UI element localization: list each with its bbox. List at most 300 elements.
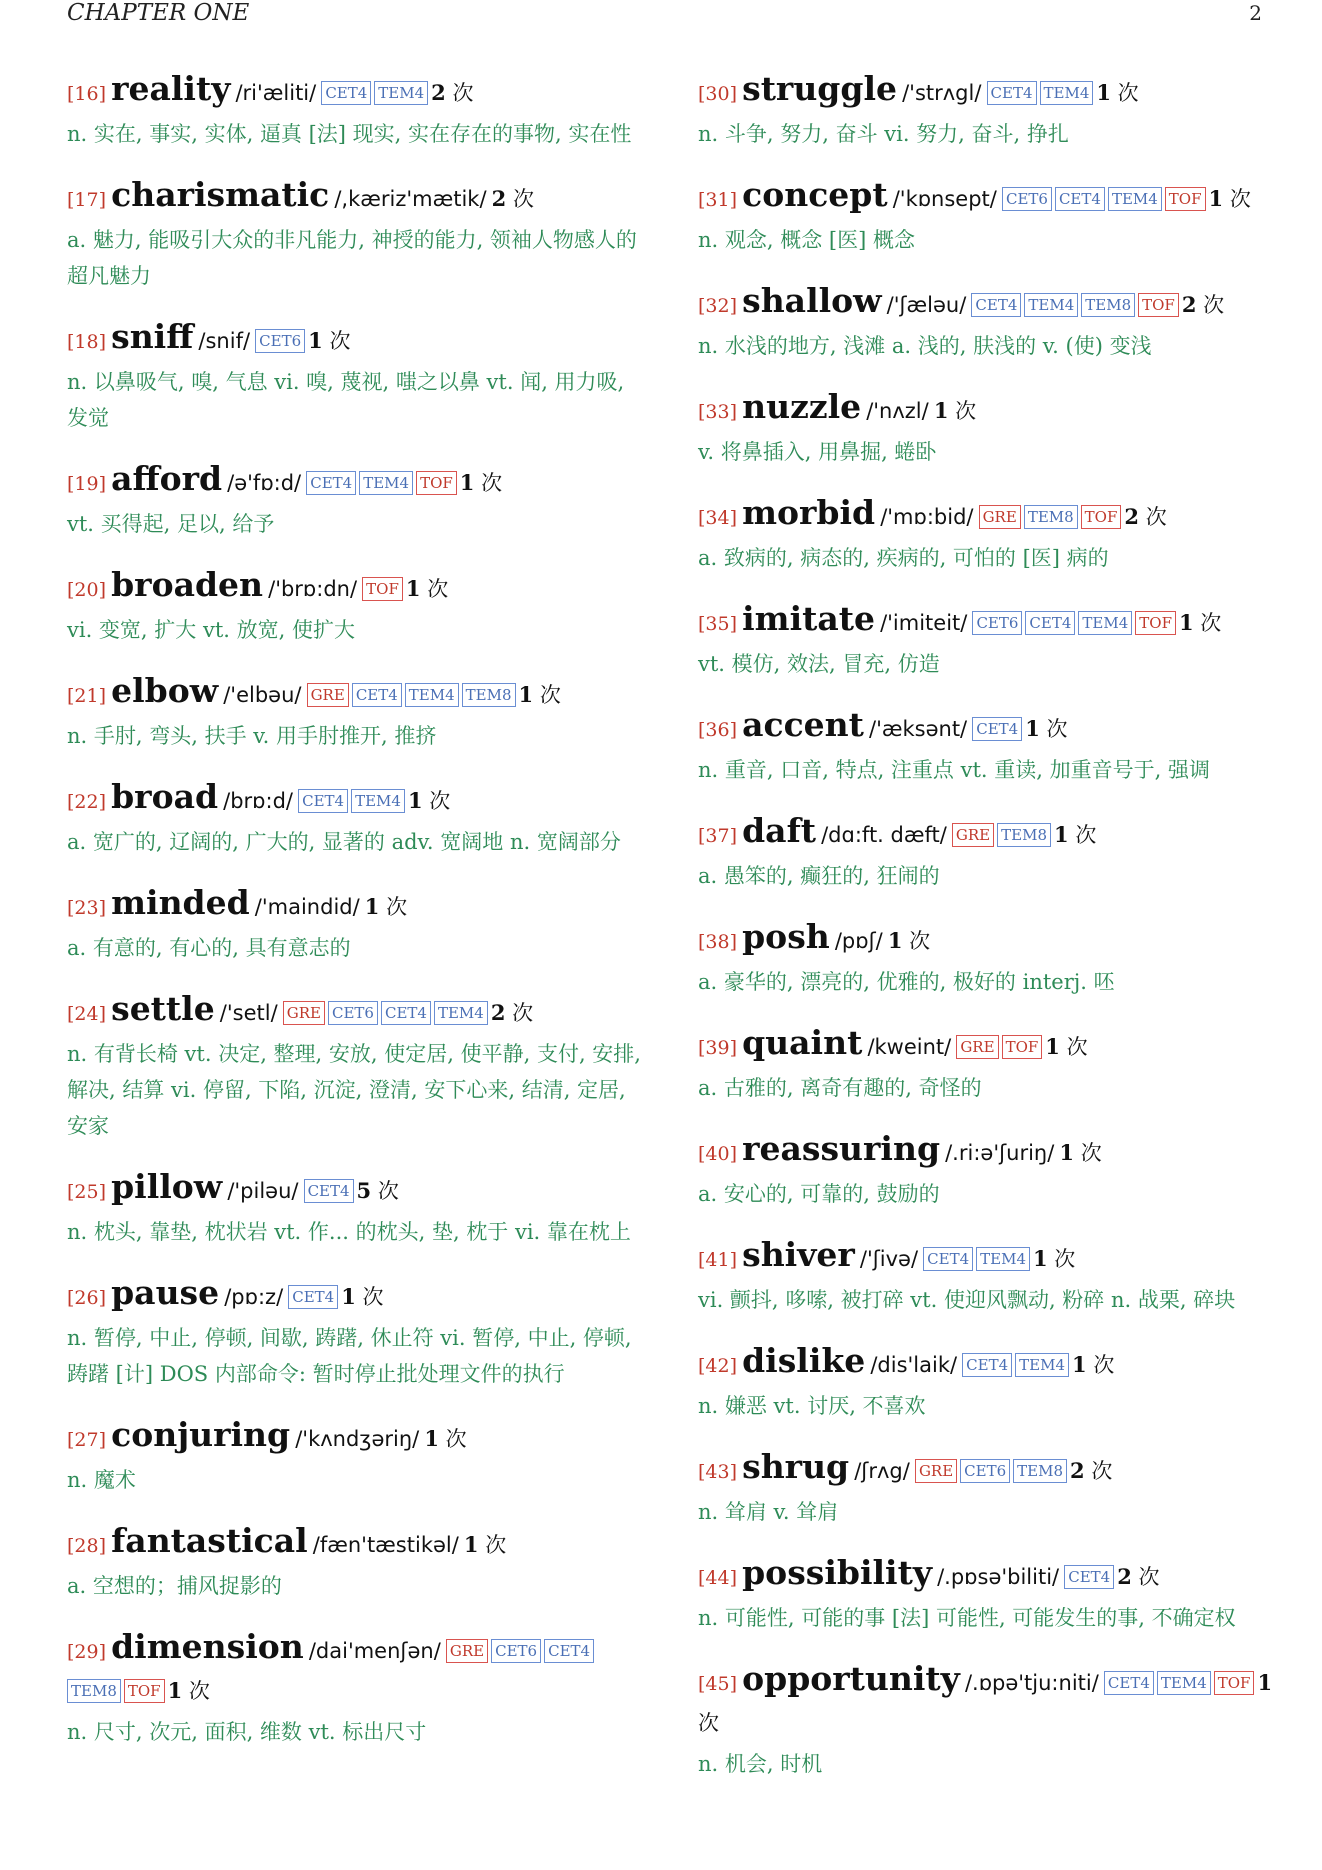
count-number: 1 — [405, 576, 421, 601]
phonetic: /ʃrʌg/ — [854, 1459, 910, 1483]
entry-index: [19] — [67, 473, 107, 495]
frequency-count — [365, 895, 407, 919]
vocab-entry — [67, 672, 647, 754]
definition: a. 宽广的, 辽阔的, 广大的, 显著的 adv. 宽阔地 n. 宽阔部分 — [67, 830, 621, 854]
phonetic: /dis'laik/ — [870, 1353, 958, 1377]
entry-index: [35] — [698, 613, 738, 635]
definition: n. 以鼻吸气, 嗅, 气息 vi. 嗅, 蔑视, 嗤之以鼻 vt. 闻, 用力吸, 发觉 — [67, 370, 625, 430]
frequency-count — [464, 1533, 506, 1557]
frequency-count — [491, 1001, 533, 1025]
phonetic: /fæn'tæstikəl/ — [312, 1533, 459, 1557]
definition: n. 有背长椅 vt. 决定, 整理, 安放, 使定居, 使平静, 支付, 安排, 解决, 结算 vi. 停留, 下陷, 沉淀, 澄清, 安下心来, 结清, 定居, 安家 — [67, 1042, 641, 1138]
count-unit: 次 — [1203, 293, 1225, 317]
exam-tag: TOF — [1138, 293, 1179, 317]
phonetic: /'brɒ:dn/ — [268, 577, 358, 601]
vocab-entry — [698, 600, 1278, 682]
entry-index: [16] — [67, 83, 107, 105]
vocab-entry — [67, 318, 647, 436]
entry-index: [38] — [698, 931, 738, 953]
entry-head — [698, 70, 1278, 114]
exam-tag: GRE — [446, 1639, 488, 1663]
entry-index: [32] — [698, 295, 738, 317]
definition: n. 可能性, 可能的事 [法] 可能性, 可能发生的事, 不确定权 — [698, 1606, 1236, 1630]
vocab-entry — [698, 812, 1278, 894]
page-number: 2 — [1249, 1, 1262, 25]
count-number: 1 — [364, 894, 380, 919]
phonetic: /dɑ:ft. dæft/ — [821, 823, 947, 847]
definition: vi. 颤抖, 哆嗦, 被打碎 vt. 使迎风飘动, 粉碎 n. 战栗, 碎块 — [698, 1288, 1236, 1312]
phonetic: /snif/ — [198, 329, 251, 353]
count-unit: 次 — [377, 1179, 399, 1203]
exam-tag: TEM4 — [976, 1247, 1030, 1271]
exam-tag: TEM4 — [1108, 187, 1162, 211]
headword: shallow — [742, 281, 882, 320]
definition: n. 重音, 口音, 特点, 注重点 vt. 重读, 加重音号于, 强调 — [698, 758, 1210, 782]
phonetic: /ə'fɒ:d/ — [227, 471, 302, 495]
frequency-count — [168, 1679, 210, 1703]
entry-head — [698, 176, 1278, 220]
vocab-entry — [698, 706, 1278, 788]
exam-tag: CET4 — [321, 81, 371, 105]
count-unit: 次 — [1054, 1247, 1076, 1271]
frequency-count — [460, 471, 502, 495]
frequency-count — [1124, 505, 1166, 529]
vocab-entry — [67, 70, 647, 152]
headword: broad — [111, 777, 219, 816]
phonetic: /pɒ:z/ — [224, 1285, 284, 1309]
exam-tag: CET4 — [962, 1353, 1012, 1377]
entry-head — [698, 1236, 1278, 1280]
entry-head — [698, 706, 1278, 750]
phonetic: /'mɒ:bid/ — [880, 505, 974, 529]
exam-tag: TOF — [124, 1679, 165, 1703]
count-unit: 次 — [452, 81, 474, 105]
vocab-entry — [67, 778, 647, 860]
count-unit: 次 — [1046, 717, 1068, 741]
count-number: 2 — [1124, 504, 1140, 529]
count-number: 1 — [1032, 1246, 1048, 1271]
frequency-count — [1179, 611, 1221, 635]
frequency-count — [492, 187, 534, 211]
exam-tag: TOF — [1214, 1671, 1255, 1695]
vocab-entry — [698, 176, 1278, 258]
exam-tag: CET4 — [1104, 1671, 1154, 1695]
exam-tag: TOF — [1081, 505, 1122, 529]
exam-tag: CET6 — [491, 1639, 541, 1663]
definition: vt. 买得起, 足以, 给予 — [67, 512, 275, 536]
vocab-entry — [67, 176, 647, 294]
definition: n. 嫌恶 vt. 讨厌, 不喜欢 — [698, 1394, 926, 1418]
count-number: 1 — [887, 928, 903, 953]
entry-head — [67, 566, 647, 610]
frequency-count — [1059, 1141, 1101, 1165]
exam-tag: TEM8 — [997, 823, 1051, 847]
exam-tag: TEM4 — [1015, 1353, 1069, 1377]
count-number: 1 — [407, 788, 423, 813]
exam-tag: TOF — [1002, 1035, 1043, 1059]
headword: settle — [111, 989, 215, 1028]
frequency-count — [341, 1285, 383, 1309]
exam-tag: TEM8 — [1024, 505, 1078, 529]
headword: quaint — [742, 1023, 863, 1062]
vocab-entry — [698, 1236, 1278, 1318]
count-number: 1 — [1025, 716, 1040, 741]
headword: posh — [742, 917, 830, 956]
entry-index: [30] — [698, 83, 738, 105]
count-number: 1 — [518, 682, 534, 707]
exam-tag: TEM4 — [351, 789, 405, 813]
entry-head — [698, 918, 1278, 962]
count-number: 2 — [1181, 292, 1197, 317]
exam-tag: CET4 — [306, 471, 356, 495]
exam-tag: CET4 — [972, 717, 1022, 741]
vocab-entry — [67, 1628, 647, 1750]
headword: elbow — [111, 671, 219, 710]
frequency-count — [1070, 1459, 1112, 1483]
left-column — [67, 70, 647, 1774]
exam-tag: CET6 — [328, 1001, 378, 1025]
definition: n. 枕头, 靠垫, 枕状岩 vt. 作... 的枕头, 垫, 枕于 vi. 靠在枕上 — [67, 1220, 631, 1244]
exam-tag: CET4 — [381, 1001, 431, 1025]
frequency-count — [934, 399, 976, 423]
phonetic: /'maindid/ — [254, 895, 360, 919]
vocab-entry — [698, 1660, 1278, 1782]
definition: n. 斗争, 努力, 奋斗 vi. 努力, 奋斗, 挣扎 — [698, 122, 1069, 146]
count-number: 1 — [167, 1678, 183, 1703]
entry-index: [26] — [67, 1287, 107, 1309]
vocab-entry — [67, 566, 647, 648]
entry-head — [67, 672, 647, 716]
count-unit: 次 — [481, 471, 503, 495]
entry-index: [42] — [698, 1355, 738, 1377]
frequency-count — [424, 1427, 466, 1451]
exam-tag: TEM8 — [1013, 1459, 1067, 1483]
exam-tag: GRE — [283, 1001, 325, 1025]
entry-index: [39] — [698, 1037, 738, 1059]
definition: vt. 模仿, 效法, 冒充, 仿造 — [698, 652, 940, 676]
headword: dimension — [111, 1627, 304, 1666]
exam-tag: TEM8 — [67, 1679, 121, 1703]
count-unit: 次 — [1200, 611, 1222, 635]
entry-index: [24] — [67, 1003, 107, 1025]
vocab-entry — [698, 1024, 1278, 1106]
definition: n. 观念, 概念 [医] 概念 — [698, 228, 915, 252]
count-number: 2 — [431, 80, 446, 105]
exam-tag: CET4 — [544, 1639, 594, 1663]
count-unit: 次 — [445, 1427, 467, 1451]
exam-tag: CET6 — [255, 329, 305, 353]
headword: broaden — [111, 565, 264, 604]
exam-tag: TEM4 — [1157, 1671, 1211, 1695]
exam-tag: TEM8 — [462, 683, 516, 707]
exam-tag: CET4 — [288, 1285, 338, 1309]
count-unit: 次 — [512, 1001, 534, 1025]
phonetic: /brɒ:d/ — [223, 789, 293, 813]
headword: minded — [111, 883, 250, 922]
entry-index: [31] — [698, 189, 738, 211]
vocab-entry — [698, 918, 1278, 1000]
definition: vi. 变宽, 扩大 vt. 放宽, 使扩大 — [67, 618, 355, 642]
phonetic: /.ɒpə'tju:niti/ — [964, 1671, 1099, 1695]
phonetic: /,kæriz'mætik/ — [334, 187, 487, 211]
definition: a. 致病的, 病态的, 疾病的, 可怕的 [医] 病的 — [698, 546, 1109, 570]
headword: shiver — [742, 1235, 855, 1274]
count-unit: 次 — [539, 683, 561, 707]
count-number: 1 — [1178, 610, 1194, 635]
exam-tag: TEM4 — [1078, 611, 1132, 635]
count-unit: 次 — [955, 399, 977, 423]
definition: a. 空想的；捕风捉影的 — [67, 1574, 282, 1598]
headword: fantastical — [111, 1521, 308, 1560]
phonetic: /.ri:ə'ʃuriŋ/ — [945, 1141, 1055, 1165]
count-number: 2 — [490, 1000, 506, 1025]
entry-head — [698, 1660, 1278, 1744]
definition: a. 有意的, 有心的, 具有意志的 — [67, 936, 351, 960]
headword: daft — [742, 811, 817, 850]
phonetic: /'kɒnsept/ — [892, 187, 997, 211]
exam-tag: TEM4 — [434, 1001, 488, 1025]
headword: imitate — [742, 599, 875, 638]
entry-head — [67, 778, 647, 822]
vocab-entry — [67, 1522, 647, 1604]
entry-index: [22] — [67, 791, 107, 813]
count-unit: 次 — [362, 1285, 384, 1309]
count-number: 1 — [463, 1532, 479, 1557]
exam-tag: CET4 — [923, 1247, 973, 1271]
count-number: 2 — [491, 186, 507, 211]
vocab-entry — [698, 1342, 1278, 1424]
exam-tag: CET4 — [987, 81, 1037, 105]
frequency-count — [1025, 717, 1067, 741]
count-unit: 次 — [1117, 81, 1139, 105]
vocab-entry — [67, 460, 647, 542]
vocab-entry — [67, 990, 647, 1144]
frequency-count — [1117, 1565, 1159, 1589]
entry-index: [36] — [698, 719, 738, 741]
count-number: 1 — [459, 470, 475, 495]
phonetic: /.pɒsə'biliti/ — [937, 1565, 1060, 1589]
entry-index: [34] — [698, 507, 738, 529]
phonetic: /dai'menʃən/ — [308, 1639, 441, 1663]
entry-head — [67, 1274, 647, 1318]
headword: reality — [111, 69, 231, 108]
vocab-entry — [67, 1416, 647, 1498]
exam-tag: CET4 — [352, 683, 402, 707]
exam-tag: TEM4 — [405, 683, 459, 707]
exam-tag: CET4 — [1025, 611, 1075, 635]
frequency-count — [408, 789, 450, 813]
headword: opportunity — [742, 1659, 960, 1698]
headword: concept — [742, 175, 888, 214]
count-number: 1 — [308, 328, 323, 353]
entry-index: [37] — [698, 825, 738, 847]
count-number: 1 — [1096, 80, 1111, 105]
exam-tag: TOF — [416, 471, 457, 495]
entry-index: [43] — [698, 1461, 738, 1483]
exam-tag: CET4 — [304, 1179, 354, 1203]
vocab-entry — [698, 282, 1278, 364]
count-number: 1 — [424, 1426, 439, 1451]
count-number: 1 — [1059, 1140, 1075, 1165]
count-number: 2 — [1117, 1564, 1132, 1589]
definition: a. 安心的, 可靠的, 鼓励的 — [698, 1182, 940, 1206]
definition: a. 愚笨的, 癫狂的, 狂闹的 — [698, 864, 940, 888]
entry-index: [18] — [67, 331, 107, 353]
definition: n. 实在, 事实, 实体, 逼真 [法] 现实, 实在存在的事物, 实在性 — [67, 122, 632, 146]
count-unit: 次 — [1138, 1565, 1160, 1589]
headword: pillow — [111, 1167, 223, 1206]
count-unit: 次 — [1091, 1459, 1113, 1483]
exam-tag: GRE — [979, 505, 1021, 529]
frequency-count — [1033, 1247, 1075, 1271]
exam-tag: TEM4 — [359, 471, 413, 495]
exam-tag: TOF — [1165, 187, 1206, 211]
count-number: 1 — [341, 1284, 356, 1309]
vocab-entry — [698, 1448, 1278, 1530]
count-unit: 次 — [698, 1711, 719, 1735]
entry-head — [67, 1168, 647, 1212]
exam-tag: CET4 — [1064, 1565, 1114, 1589]
headword: morbid — [742, 493, 876, 532]
count-unit: 次 — [1066, 1035, 1088, 1059]
count-unit: 次 — [1229, 187, 1251, 211]
entry-index: [28] — [67, 1535, 107, 1557]
frequency-count — [357, 1179, 399, 1203]
count-unit: 次 — [1145, 505, 1167, 529]
frequency-count — [1096, 81, 1138, 105]
exam-tag: TEM4 — [1040, 81, 1094, 105]
exam-tag: CET6 — [960, 1459, 1010, 1483]
count-unit: 次 — [329, 329, 351, 353]
headword: conjuring — [111, 1415, 291, 1454]
frequency-count — [308, 329, 350, 353]
exam-tag: TEM4 — [374, 81, 428, 105]
headword: reassuring — [742, 1129, 941, 1168]
entry-head — [67, 176, 647, 220]
headword: afford — [111, 459, 223, 498]
entry-head — [67, 1628, 647, 1712]
phonetic: /'ʃivə/ — [859, 1247, 919, 1271]
frequency-count — [888, 929, 930, 953]
phonetic: /ri'æliti/ — [235, 81, 317, 105]
entry-index: [21] — [67, 685, 107, 707]
entry-head — [698, 1342, 1278, 1386]
headword: possibility — [742, 1553, 932, 1592]
exam-tag: GRE — [307, 683, 349, 707]
vocab-entry — [698, 1554, 1278, 1636]
entry-head — [698, 1554, 1278, 1598]
frequency-count — [1209, 187, 1251, 211]
phonetic: /'nʌzl/ — [866, 399, 929, 423]
headword: shrug — [742, 1447, 850, 1486]
definition: n. 机会, 时机 — [698, 1752, 823, 1776]
exam-tag: TOF — [362, 577, 403, 601]
entry-index: [17] — [67, 189, 107, 211]
exam-tag: CET6 — [1002, 187, 1052, 211]
count-unit: 次 — [1093, 1353, 1115, 1377]
count-unit: 次 — [909, 929, 931, 953]
count-number: 1 — [1045, 1034, 1060, 1059]
entry-index: [29] — [67, 1641, 107, 1663]
right-column — [698, 70, 1278, 1806]
phonetic: /'kʌndʒəriŋ/ — [295, 1427, 420, 1451]
entry-head — [67, 990, 647, 1034]
phonetic: /pɒʃ/ — [834, 929, 883, 953]
exam-tag: TEM4 — [1024, 293, 1078, 317]
count-unit: 次 — [429, 789, 451, 813]
headword: accent — [742, 705, 864, 744]
vocab-entry — [698, 70, 1278, 152]
vocab-entry — [67, 884, 647, 966]
entry-index: [45] — [698, 1673, 738, 1695]
entry-index: [27] — [67, 1429, 107, 1451]
exam-tag: CET4 — [971, 293, 1021, 317]
exam-tag: TOF — [1135, 611, 1176, 635]
frequency-count — [406, 577, 448, 601]
count-number: 5 — [356, 1178, 372, 1203]
headword: pause — [111, 1273, 220, 1312]
count-number: 2 — [1070, 1458, 1085, 1483]
count-unit: 次 — [1075, 823, 1097, 847]
frequency-count — [431, 81, 473, 105]
frequency-count — [519, 683, 561, 707]
entry-index: [20] — [67, 579, 107, 601]
entry-head — [67, 1416, 647, 1460]
entry-head — [698, 1448, 1278, 1492]
count-unit: 次 — [512, 187, 534, 211]
count-number: 1 — [1257, 1670, 1273, 1695]
phonetic: /'setl/ — [219, 1001, 278, 1025]
phonetic: /kweint/ — [867, 1035, 952, 1059]
chapter-title: CHAPTER ONE — [67, 0, 250, 26]
definition: n. 魔术 — [67, 1468, 136, 1492]
entry-index: [41] — [698, 1249, 738, 1271]
phonetic: /'ʃæləu/ — [886, 293, 967, 317]
entry-head — [67, 318, 647, 362]
definition: a. 魅力, 能吸引大众的非凡能力, 神授的能力, 领袖人物感人的超凡魅力 — [67, 228, 637, 288]
entry-head — [67, 460, 647, 504]
entry-head — [698, 388, 1278, 432]
headword: sniff — [111, 317, 194, 356]
count-number: 1 — [1072, 1352, 1087, 1377]
vocab-entry — [698, 494, 1278, 576]
entry-head — [698, 282, 1278, 326]
definition: n. 耸肩 v. 耸肩 — [698, 1500, 839, 1524]
entry-head — [67, 70, 647, 114]
definition: n. 手肘, 弯头, 扶手 v. 用手肘推开, 推挤 — [67, 724, 437, 748]
definition: n. 水浅的地方, 浅滩 a. 浅的, 肤浅的 v. (使) 变浅 — [698, 334, 1152, 358]
exam-tag: CET6 — [972, 611, 1022, 635]
entry-index: [40] — [698, 1143, 738, 1165]
headword: charismatic — [111, 175, 330, 214]
entry-index: [44] — [698, 1567, 738, 1589]
exam-tag: CET4 — [298, 789, 348, 813]
definition: a. 古雅的, 离奇有趣的, 奇怪的 — [698, 1076, 982, 1100]
phonetic: /'æksənt/ — [869, 717, 968, 741]
vocab-entry — [698, 1130, 1278, 1212]
count-unit: 次 — [427, 577, 449, 601]
count-unit: 次 — [386, 895, 408, 919]
entry-head — [698, 600, 1278, 644]
vocab-entry — [67, 1168, 647, 1250]
entry-head — [698, 812, 1278, 856]
exam-tag: GRE — [952, 823, 994, 847]
exam-tag: TEM8 — [1081, 293, 1135, 317]
count-number: 1 — [1054, 822, 1069, 847]
entry-index: [33] — [698, 401, 738, 423]
frequency-count — [1054, 823, 1096, 847]
count-unit: 次 — [188, 1679, 210, 1703]
